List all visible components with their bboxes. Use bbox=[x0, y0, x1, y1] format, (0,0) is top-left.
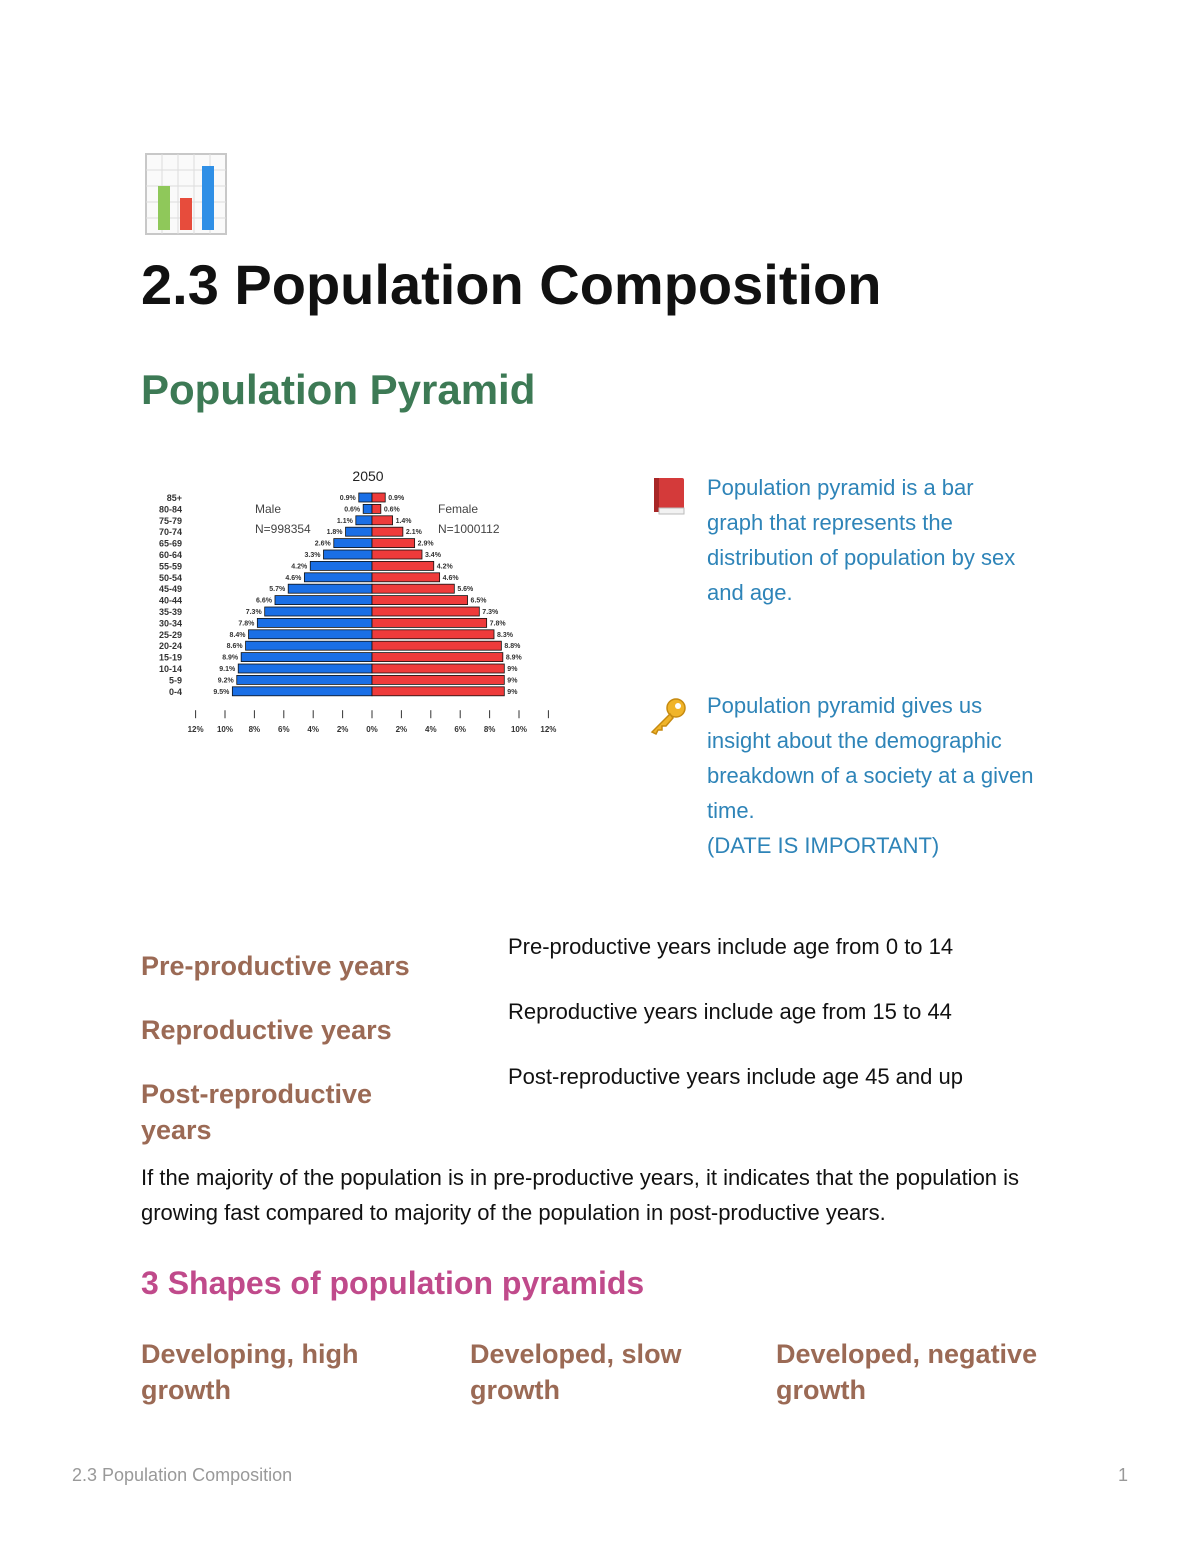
female-value-label: 2.9% bbox=[417, 540, 434, 548]
male-value-label: 0.6% bbox=[344, 506, 361, 514]
male-value-label: 1.1% bbox=[336, 517, 353, 525]
age-tick-label: 75-79 bbox=[158, 515, 182, 526]
female-bar bbox=[372, 675, 504, 684]
male-value-label: 8.9% bbox=[222, 654, 239, 662]
male-value-label: 0.9% bbox=[339, 495, 356, 502]
x-tick-label: 6% bbox=[454, 725, 466, 732]
section-heading: Population Pyramid bbox=[141, 366, 536, 413]
callout-insight-note: (DATE IS IMPORTANT) bbox=[707, 833, 940, 858]
female-value-label: 3.4% bbox=[424, 552, 441, 559]
x-tick-label: 4% bbox=[425, 725, 437, 732]
legend-female: Female bbox=[438, 502, 479, 516]
male-bar bbox=[246, 641, 372, 650]
male-bar bbox=[265, 607, 372, 616]
female-value-label: 1.4% bbox=[395, 517, 412, 525]
age-tick-label: 20-24 bbox=[158, 641, 182, 652]
female-value-label: 9% bbox=[507, 677, 518, 685]
female-bar bbox=[372, 504, 381, 513]
male-bar bbox=[275, 596, 372, 605]
age-tick-label: 45-49 bbox=[158, 584, 182, 595]
male-value-label: 3.3% bbox=[304, 552, 321, 559]
female-value-label: 5.6% bbox=[457, 586, 474, 594]
male-value-label: 9.5% bbox=[213, 688, 230, 696]
age-tick-label: 85+ bbox=[166, 493, 182, 503]
shape-label-developed-negative: Developed, negative growth bbox=[776, 1339, 1038, 1405]
age-tick-label: 15-19 bbox=[158, 652, 182, 663]
age-tick-label: 55-59 bbox=[158, 561, 182, 572]
female-value-label: 4.6% bbox=[442, 574, 459, 582]
male-bar bbox=[237, 675, 372, 684]
male-bar bbox=[346, 527, 372, 536]
male-bar bbox=[356, 516, 372, 525]
x-tick-label: 12% bbox=[540, 725, 557, 732]
female-value-label: 4.2% bbox=[436, 563, 453, 571]
x-tick-label: 8% bbox=[483, 725, 496, 732]
male-bar bbox=[241, 653, 372, 662]
x-tick-label: 10% bbox=[216, 725, 234, 732]
age-tick-label: 80-84 bbox=[158, 504, 182, 515]
female-value-label: 8.3% bbox=[497, 631, 513, 639]
years-label-reproductive: Reproductive years bbox=[141, 1015, 392, 1045]
male-value-label: 6.6% bbox=[256, 597, 272, 605]
male-value-label: 7.3% bbox=[245, 609, 262, 616]
male-bar bbox=[288, 584, 372, 593]
bar-chart-icon bbox=[144, 152, 228, 236]
age-tick-label: 10-14 bbox=[158, 664, 182, 674]
female-bar bbox=[372, 527, 403, 536]
growth-paragraph: If the majority of the population is in pre-productive years, it indicates that the population is growing fast compared to majority of the population in post-productive years. bbox=[141, 1165, 1020, 1225]
female-bar bbox=[372, 596, 468, 605]
male-value-label: 8.6% bbox=[226, 643, 243, 651]
page-title: 2.3 Population Composition bbox=[141, 253, 882, 316]
x-tick-label: 4% bbox=[307, 725, 319, 732]
male-bar bbox=[334, 539, 372, 548]
female-value-label: 7.8% bbox=[489, 620, 506, 628]
male-bar bbox=[232, 687, 372, 696]
shapes-heading: 3 Shapes of population pyramids bbox=[141, 1265, 645, 1301]
male-value-label: 5.7% bbox=[269, 586, 286, 594]
x-tick-label: 10% bbox=[510, 725, 528, 732]
x-tick-label: 2% bbox=[395, 725, 408, 732]
female-bar bbox=[372, 550, 422, 559]
female-value-label: 7.3% bbox=[482, 609, 499, 616]
years-def-post-reproductive: Post-reproductive years include age 45 and up bbox=[508, 1064, 963, 1089]
female-value-label: 9% bbox=[507, 666, 518, 673]
female-value-label: 0.6% bbox=[383, 506, 400, 514]
age-tick-label: 70-74 bbox=[158, 527, 182, 538]
callout-insight bbox=[707, 688, 1037, 863]
female-bar bbox=[372, 516, 393, 525]
years-label-pre-productive: Pre-productive years bbox=[141, 951, 410, 981]
male-bar bbox=[363, 504, 372, 513]
male-bar bbox=[249, 630, 372, 639]
population-pyramid-chart bbox=[152, 462, 562, 732]
male-bar bbox=[310, 561, 372, 570]
shape-label-developing-high: Developing, high growth bbox=[141, 1339, 359, 1405]
male-value-label: 9.1% bbox=[219, 666, 236, 673]
male-value-label: 9.2% bbox=[217, 677, 234, 685]
female-bar bbox=[372, 664, 504, 673]
age-tick-label: 30-34 bbox=[158, 618, 182, 629]
female-value-label: 8.8% bbox=[504, 643, 521, 651]
female-bar bbox=[372, 653, 503, 662]
x-tick-label: 2% bbox=[336, 725, 349, 732]
male-value-label: 4.6% bbox=[285, 574, 302, 582]
male-bar bbox=[257, 618, 372, 627]
callout-insight-text: Population pyramid gives us insight about the demographic breakdown of a society at a given time. bbox=[707, 693, 1034, 823]
female-bar bbox=[372, 687, 504, 696]
x-tick-label: 6% bbox=[278, 725, 290, 732]
legend-male: Male bbox=[255, 502, 282, 516]
female-bar bbox=[372, 641, 501, 650]
age-tick-label: 0-4 bbox=[168, 686, 182, 697]
female-value-label: 0.9% bbox=[388, 495, 405, 502]
female-bar bbox=[372, 561, 434, 570]
female-bar bbox=[372, 584, 454, 593]
female-bar bbox=[372, 493, 385, 502]
female-value-label: 6.5% bbox=[470, 597, 487, 605]
footer-page-number: 1 bbox=[1118, 1465, 1129, 1485]
callout-definition: Population pyramid is a bar graph that represents the distribution of population by sex and age. bbox=[707, 475, 1016, 605]
male-value-label: 1.8% bbox=[326, 529, 343, 537]
male-bar bbox=[323, 550, 372, 559]
annotation-male-n: N=998354 bbox=[255, 522, 311, 536]
male-value-label: 4.2% bbox=[291, 563, 308, 571]
age-tick-label: 65-69 bbox=[158, 538, 182, 549]
footer-title: 2.3 Population Composition bbox=[72, 1465, 293, 1485]
male-bar bbox=[359, 493, 372, 502]
x-tick-label: 12% bbox=[187, 725, 204, 732]
book-icon bbox=[650, 476, 688, 514]
x-tick-label: 0% bbox=[366, 725, 378, 732]
female-bar bbox=[372, 539, 415, 548]
female-bar bbox=[372, 618, 487, 627]
age-tick-label: 35-39 bbox=[158, 607, 182, 617]
female-value-label: 8.9% bbox=[505, 654, 522, 662]
annotation-female-n: N=1000112 bbox=[438, 522, 500, 536]
male-value-label: 8.4% bbox=[229, 631, 246, 639]
age-tick-label: 25-29 bbox=[158, 629, 182, 640]
age-tick-label: 40-44 bbox=[158, 595, 182, 606]
years-def-pre-productive: Pre-productive years include age from 0 to 14 bbox=[508, 934, 954, 959]
female-bar bbox=[372, 607, 479, 616]
years-def-reproductive: Reproductive years include age from 15 to 44 bbox=[508, 999, 952, 1024]
male-value-label: 2.6% bbox=[314, 540, 331, 548]
years-label-post-reproductive: Post-reproductive years bbox=[141, 1079, 373, 1145]
female-bar bbox=[372, 630, 494, 639]
age-tick-label: 5-9 bbox=[168, 675, 182, 686]
age-tick-label: 60-64 bbox=[158, 550, 182, 560]
male-value-label: 7.8% bbox=[238, 620, 255, 628]
age-tick-label: 50-54 bbox=[158, 572, 182, 583]
female-value-label: 9% bbox=[507, 688, 518, 696]
x-tick-label: 8% bbox=[248, 725, 261, 732]
female-value-label: 2.1% bbox=[405, 529, 422, 537]
male-bar bbox=[304, 573, 372, 582]
chart-title: 2050 bbox=[352, 468, 384, 484]
male-bar bbox=[238, 664, 372, 673]
shape-label-developed-slow: Developed, slow growth bbox=[470, 1339, 682, 1405]
key-icon bbox=[648, 696, 686, 734]
female-bar bbox=[372, 573, 440, 582]
